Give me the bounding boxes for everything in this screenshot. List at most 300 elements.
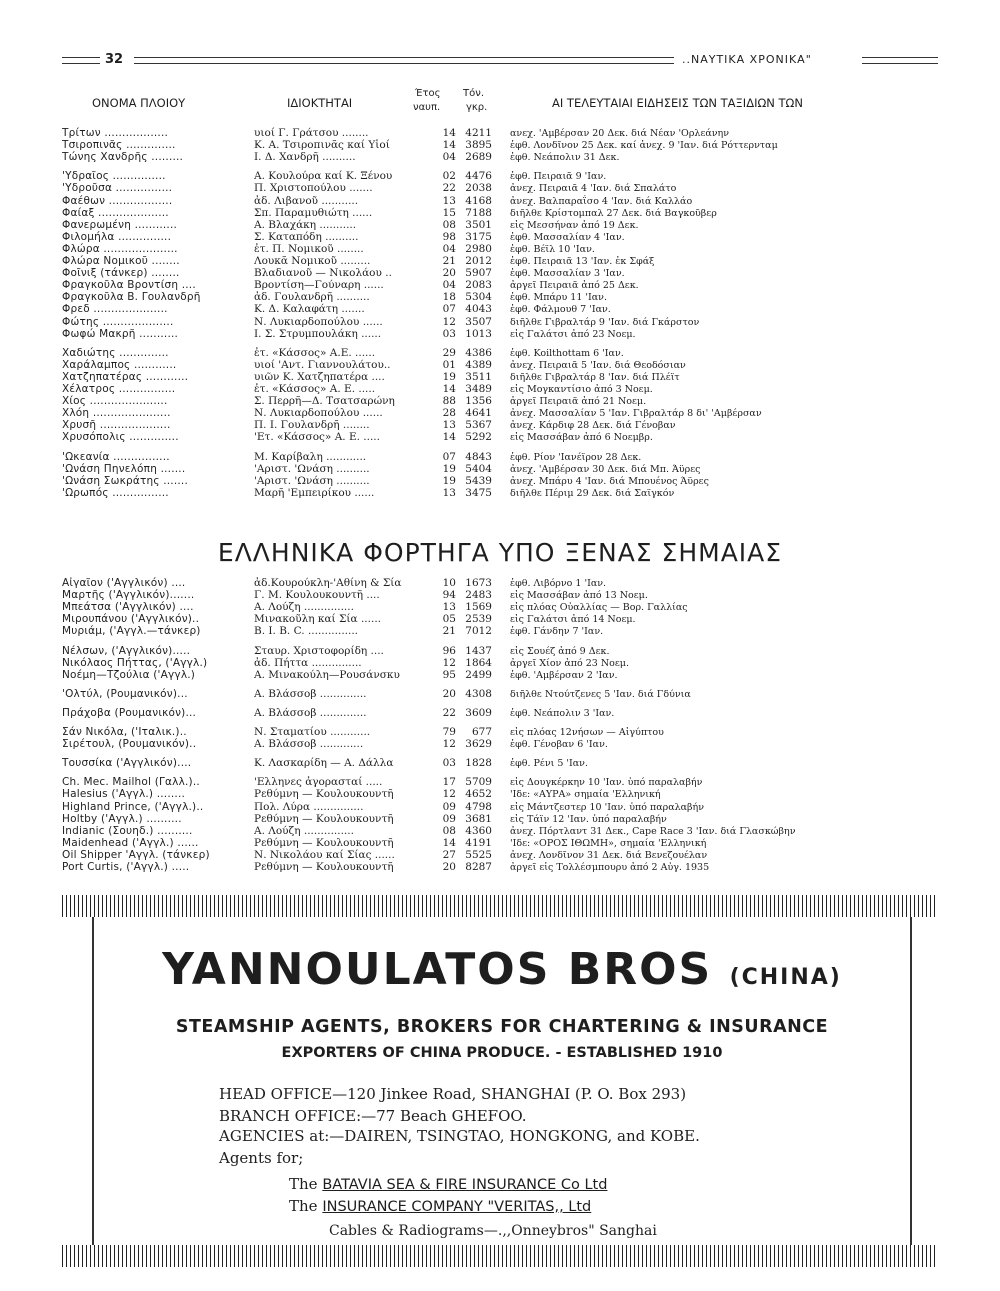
ship-name: Φανερωμένη ............ [62, 218, 178, 231]
ship-name: Μπεάτσα ('Αγγλικόν) .... [62, 601, 194, 614]
ship-name: Τσιροπινᾶς .............. [62, 139, 176, 152]
table-row [0, 267, 1000, 280]
voyage-news: ανεχ. 'Αμβέρσαν 20 Δεκ. διά Νέαν 'Ορλεάνην [510, 128, 730, 139]
table-row [0, 231, 1000, 244]
build-year: 04 [442, 242, 456, 255]
voyage-news: ἀργεῖ Πειραιᾶ ἀπό 25 Δεκ. [510, 280, 639, 292]
voyage-news: ἀργεῖ εἰς Τολλέσμπουρυ ἀπό 2 Αὐγ. 1935 [510, 862, 710, 873]
ship-name: Maidenhead ('Αγγλ.) ...... [62, 836, 199, 849]
build-year: 12 [442, 656, 456, 669]
owner-name: 'Αριστ. 'Ωνάση .......... [254, 462, 370, 475]
ad-agents-label: Agents for; [219, 1149, 304, 1167]
owner-name: Πολ. Λύρα ............... [254, 800, 364, 813]
ad-company-line [94, 945, 910, 1003]
build-year: 17 [442, 776, 456, 789]
ad-agent-2-prefix: The [289, 1197, 318, 1215]
ship-name: Φαέθων .................. [62, 194, 173, 207]
table-row [0, 207, 1000, 220]
table-row [0, 688, 1000, 701]
year-header: Έτος [415, 88, 441, 99]
ship-name: Σιρέτουλ, (Ρουμανικόν).. [62, 738, 197, 751]
voyage-news: διῆλθε Γιβραλτάρ 8 'Ιαν. διά Πλέϊτ [510, 371, 680, 383]
owner-name: ἐτ. «Κάσσος» Α. Ε. ..... [254, 383, 376, 395]
table-row [0, 813, 1000, 826]
owner-name: Ι. Δ. Χανδρῆ .......... [254, 151, 356, 164]
ad-agent-1-name: BATAVIA SEA & FIRE INSURANCE Co Ltd [322, 1177, 608, 1193]
build-year: 05 [442, 613, 456, 626]
owner-name: Β. Ι. Β. C. ............... [254, 625, 359, 638]
gross-tons: 2483 [465, 589, 492, 602]
gross-tons: 1828 [465, 757, 492, 770]
ship-name: 'Υδροῦσα ................ [62, 182, 173, 195]
voyage-news: ἐφθ. Μασσαλίαν 3 'Ιαν. [510, 268, 625, 280]
table-row [0, 487, 1000, 500]
owner-name: Α. Κουλούρα καί Κ. Ξένου [254, 170, 393, 183]
ship-name: Φώτης .................... [62, 315, 174, 328]
owner-name: ἀδ.Κουρούκλη-'Αθίνη & Σία [254, 577, 402, 589]
voyage-news: εἰς πλόας 12νήσων — Αἰγύπτου [510, 727, 664, 738]
owner-name: Π. Χριστοπούλου ....... [254, 182, 373, 195]
owner-name: Ρεθύμνη — Κουλουκουντῆ [254, 836, 394, 849]
build-year: 28 [442, 407, 456, 420]
table-row [0, 757, 1000, 770]
owner-name: Μαρῆ 'Εμπειρίκου ...... [254, 486, 375, 499]
ship-name: Φραγκοῦλα Βροντίση .... [62, 279, 196, 292]
build-year: 19 [442, 474, 456, 487]
gross-tons: 3629 [465, 738, 492, 751]
table-row [0, 170, 1000, 183]
owner-name: Α. Λούζη ............... [254, 824, 354, 837]
build-year: 08 [442, 824, 456, 837]
ship-name: Τώνης Χανδρῆς ......... [62, 151, 184, 164]
owner-name: Κ. Δ. Καλαφάτη ....... [254, 303, 365, 316]
owner-name: ἀδ. Γουλανδρῆ .......... [254, 291, 370, 304]
voyage-news: ἀνεχ. Κάρδιφ 28 Δεκ. διά Γένοβαν [510, 420, 676, 432]
gross-tons: 2038 [465, 182, 492, 195]
build-year: 08 [442, 218, 456, 231]
ship-name: Νικόλαος Πήττας, ('Αγγλ.) [62, 656, 208, 669]
gross-tons: 7188 [465, 206, 492, 219]
build-year: 13 [442, 194, 456, 207]
voyage-news: ἐφθ. Νεάπολιν 31 Δεκ. [510, 152, 620, 164]
owner-name: Α. Βλάσσοβ ............. [254, 738, 364, 751]
table-row [0, 195, 1000, 208]
voyage-news: εἰς πλόας Οὐαλλίας — Βορ. Γαλλίας [510, 602, 688, 614]
owner-name: ἐτ. «Κάσσος» Α.Ε. ...... [254, 346, 376, 359]
gross-tons: 1437 [465, 644, 492, 657]
gross-tons: 4211 [465, 127, 492, 139]
owner-name: υιοί 'Αντ. Γιαννουλάτου.. [254, 358, 391, 371]
voyage-news: ἀνεχ. Μπάρυ 4 'Ιαν. διά Μπουένος Άϋρες [510, 475, 709, 487]
build-year: 01 [442, 358, 456, 371]
voyage-news: εἰς Μάντζεστερ 10 'Ιαν. ὑπό παραλαβήν [510, 801, 705, 813]
year-header-sub: ναυπ. [413, 102, 441, 113]
build-year: 13 [442, 419, 456, 432]
journal-title: ..ΝΑΥΤΙΚΑ ΧΡΟΝΙΚΑ" [682, 53, 812, 66]
voyage-news: ἀργεῖ Χίον ἀπό 23 Νοεμ. [510, 657, 630, 669]
gross-tons: 4641 [465, 407, 492, 420]
table-row [0, 589, 1000, 602]
voyage-news: εἰς Μογκαντίσιο ἀπό 3 Νοεμ. [510, 384, 653, 395]
tons-header-sub: γκρ. [466, 102, 488, 113]
gross-tons: 2689 [465, 151, 492, 164]
gross-tons: 3507 [465, 315, 492, 328]
voyage-news: εἰς Γαλάτσι ἀπό 23 Νοεμ. [510, 328, 636, 340]
gross-tons: 3475 [465, 486, 492, 499]
owner-name: Α. Βλαχάκη ........... [254, 218, 357, 231]
ship-name: Χέλατρος ................ [62, 383, 176, 395]
ship-name: Μυριάμ, ('Αγγλ.—τάνκερ) [62, 625, 201, 638]
voyage-news: ἐφθ. Νεάπολιν 3 'Ιαν. [510, 707, 615, 719]
owner-name: Π. Ι. Γουλανδρῆ ........ [254, 419, 370, 432]
owner-name: Α. Βλάσσοβ .............. [254, 706, 367, 719]
voyage-news: ἀνεχ. 'Αμβέρσαν 30 Δεκ. διά Μπ. Άϋρες [510, 463, 701, 475]
ad-exporters-line: EXPORTERS OF CHINA PRODUCE. - ESTABLISHED 1910 [281, 1045, 723, 1061]
ship-name: Τουσσίκα ('Αγγλικόν).... [62, 757, 192, 770]
build-year: 04 [442, 279, 456, 292]
voyage-news: ἐφθ. Λιβόρνο 1 'Ιαν. [510, 578, 607, 589]
ad-cables: Cables & Radiograms—.,,Onneybros" Sanghai [329, 1223, 657, 1239]
gross-tons: 4389 [465, 358, 492, 371]
voyage-news: ἐφθ. Koilthottam 6 'Ιαν. [510, 347, 624, 359]
ship-name: Halesius ('Αγγλ.) ........ [62, 788, 186, 801]
ship-name: Πράχοβα (Ρουμανικόν)... [62, 706, 197, 719]
build-year: 27 [442, 848, 456, 861]
ship-name: 'Ωκεανία ................ [62, 450, 170, 463]
foreign-flag-banner: ΕΛΛΗΝΙΚΑ ΦΟΡΤΗΓΑ ΥΠΟ ΞΕΝΑΣ ΣΗΜΑΙΑΣ [217, 538, 783, 567]
voyage-news: 'Ιδε: «ΟΡΟΣ ΙΘΩΜΗ», σημαία 'Ελληνική [510, 837, 707, 849]
table-row [0, 407, 1000, 420]
header-rule [862, 57, 938, 64]
build-year: 13 [442, 486, 456, 499]
ship-name: Νοέμη—Τζούλια ('Αγγλ.) [62, 668, 196, 681]
owner-name: Λουκᾶ Νομικοῦ ......... [254, 255, 371, 267]
owner-name: υιῶν Κ. Χατζηπατέρα .... [254, 370, 385, 383]
table-row [0, 837, 1000, 850]
table-row [0, 801, 1000, 814]
ship-name: Φοῖνιξ (τάνκερ) ........ [62, 267, 180, 280]
table-row [0, 328, 1000, 341]
table-row [0, 738, 1000, 751]
table-row [0, 788, 1000, 801]
owner-name: Α. Μινακούλη—Ρουσάνσκυ [254, 668, 400, 681]
table-row [0, 371, 1000, 384]
owner-name: Ρεθύμνη — Κουλουκουντῆ [254, 861, 394, 873]
owner-name: Ν. Λυκιαρδοπούλου ...... [254, 407, 383, 420]
build-year: 95 [442, 668, 456, 681]
build-year: 88 [442, 395, 456, 408]
build-year: 03 [442, 327, 456, 340]
ship-name: Σάν Νικόλα, ('Ιταλικ.).. [62, 726, 187, 738]
ad-border-top [62, 895, 938, 917]
ship-name: Highland Prince, ('Αγγλ.).. [62, 800, 204, 813]
owner-name: υιοί Γ. Γράτσου ........ [254, 127, 369, 139]
ship-name: Χρυσόπολις .............. [62, 431, 179, 444]
ship-name: Ch. Mec. Mailhol (Γαλλ.).. [62, 776, 200, 789]
owner-name: ἀδ. Λιβανοῦ ........... [254, 194, 359, 207]
build-year: 22 [442, 182, 456, 195]
voyage-news: ἐφθ. Ρίον 'Ιανέϊρον 28 Δεκ. [510, 451, 642, 463]
ad-border-bottom [62, 1245, 938, 1267]
ship-name: Αἰγαῖον ('Αγγλικόν) .... [62, 577, 186, 589]
ship-name: Port Curtis, ('Αγγλ.) ..... [62, 861, 190, 873]
owner-name: Ν. Σταματίου ............ [254, 726, 371, 738]
table-row [0, 255, 1000, 268]
gross-tons: 5292 [465, 431, 492, 444]
voyage-news: ἐφθ. Ρένι 5 'Ιαν. [510, 758, 588, 770]
header-rule [134, 57, 674, 64]
gross-tons: 5709 [465, 776, 492, 789]
table-row [0, 625, 1000, 638]
voyage-news: ἐφθ. Λονδῖνον 25 Δεκ. καί ἀνεχ. 9 'Ιαν. διά Ρόττερνταμ [510, 140, 778, 152]
voyage-news: εἰς Γαλάτσι ἀπό 14 Νοεμ. [510, 614, 636, 626]
table-row [0, 669, 1000, 682]
yannoulatos-advertisement [62, 895, 938, 1270]
voyage-news: διῆλθε Κρίστομπαλ 27 Δεκ. διά Βαγκοῦβερ [510, 207, 717, 219]
ship-name: Χατζηπατέρας ............ [62, 370, 189, 383]
ship-name: Φραγκοῦλα Β. Γουλανδρῆ [62, 291, 201, 304]
table-row [0, 849, 1000, 862]
build-year: 12 [442, 788, 456, 801]
ship-name: Holtby ('Αγγλ.) .......... [62, 812, 182, 825]
gross-tons: 4360 [465, 824, 492, 837]
build-year: 15 [442, 206, 456, 219]
ship-name: Φλώρα ..................... [62, 242, 178, 255]
table-row [0, 243, 1000, 256]
header-rule [62, 57, 100, 64]
owner-name: Κ. Α. Τσιροπινᾶς καί Υἱοί [254, 139, 390, 152]
build-year: 20 [442, 687, 456, 700]
owner-name: Σπ. Παραμυθιώτη ...... [254, 206, 373, 219]
build-year: 29 [442, 346, 456, 359]
table-row [0, 451, 1000, 464]
build-year: 14 [442, 836, 456, 849]
table-row [0, 613, 1000, 626]
ship-name: 'Υδραῖος ............... [62, 170, 166, 183]
table-row [0, 825, 1000, 838]
owner-name: Γ. Μ. Κουλουκουντῆ .... [254, 589, 380, 602]
table-row [0, 395, 1000, 408]
ship-name: Φαίαξ .................... [62, 206, 169, 219]
owner-name: Σταυρ. Χριστοφορίδη .... [254, 644, 384, 657]
ship-name: Indianic (Σουηδ.) .......... [62, 824, 193, 837]
ad-services-line: STEAMSHIP AGENTS, BROKERS FOR CHARTERING & INSURANCE [175, 1017, 829, 1037]
page-header [62, 52, 938, 72]
gross-tons: 2012 [465, 255, 492, 267]
gross-tons: 2083 [465, 279, 492, 292]
gross-tons: 3895 [465, 139, 492, 152]
ad-head-office: HEAD OFFICE—120 Jinkee Road, SHANGHAI (P. O. Box 293) [219, 1085, 687, 1103]
owner-name: Κ. Λασκαρίδη — Α. Δάλλα [254, 757, 394, 770]
ad-agencies: AGENCIES at:—DAIREN, TSINGTAO, HONGKONG, and KOBE. [219, 1127, 700, 1145]
ad-company-name: YANNOULATOS BROS [162, 944, 713, 995]
build-year: 19 [442, 462, 456, 475]
owner-name: Μ. Καρίβαλη ............ [254, 450, 367, 463]
table-row [0, 279, 1000, 292]
table-row [0, 182, 1000, 195]
build-year: 96 [442, 644, 456, 657]
gross-tons: 5439 [465, 474, 492, 487]
voyage-news: ἐφθ. Πειραιᾶ 9 'Ιαν. [510, 171, 607, 183]
owner-name: Ν. Λυκιαρδοπούλου ...... [254, 315, 383, 328]
voyage-news: ἀνεχ. Πειραιᾶ 4 'Ιαν. διά Σπαλάτο [510, 183, 677, 195]
ad-agent-2-name: INSURANCE COMPANY "VERITAS,, Ltd [322, 1199, 592, 1215]
ship-name: Τρίτων .................. [62, 127, 169, 139]
gross-tons: 677 [471, 726, 492, 738]
voyage-news: ἀνεχ. Λονδῖνον 31 Δεκ. διά Βενεζουέλαν [510, 849, 708, 861]
voyage-news: εἰς Σουέζ ἀπό 9 Δεκ. [510, 645, 610, 657]
voyage-news: ἀργεῖ Πειραιᾶ ἀπό 21 Νοεμ. [510, 396, 647, 408]
owner-name: Βροντίση—Γούναρη ...... [254, 279, 384, 292]
gross-tons: 4652 [465, 788, 492, 801]
voyage-news: 'Ιδε: «ΑΥΡΑ» σημαία 'Ελληνική [510, 789, 661, 801]
ship-name: Χαδιώτης .............. [62, 346, 169, 359]
ship-name: Φλώρα Νομικοῦ ........ [62, 255, 180, 267]
gross-tons: 5367 [465, 419, 492, 432]
build-year: 07 [442, 303, 456, 316]
gross-tons: 7012 [465, 625, 492, 638]
build-year: 10 [442, 577, 456, 589]
table-row [0, 475, 1000, 488]
gross-tons: 1013 [465, 327, 492, 340]
gross-tons: 4476 [465, 170, 492, 183]
table-row [0, 383, 1000, 396]
build-year: 12 [442, 315, 456, 328]
gross-tons: 5907 [465, 267, 492, 280]
ship-name: Φιλομήλα ............... [62, 230, 172, 243]
gross-tons: 2539 [465, 613, 492, 626]
gross-tons: 1864 [465, 656, 492, 669]
ship-name: Φωφώ Μακρῆ ........... [62, 327, 179, 340]
table-row [0, 347, 1000, 360]
gross-tons: 1673 [465, 577, 492, 589]
build-year: 22 [442, 706, 456, 719]
ship-name: 'Ωνάση Σωκράτης ....... [62, 474, 188, 487]
build-year: 20 [442, 267, 456, 280]
voyage-news: ἀνεχ. Βαλπαραΐσο 4 'Ιαν. διά Καλλάο [510, 195, 693, 207]
gross-tons: 3681 [465, 812, 492, 825]
voyage-news: ἐφθ. Γάνδην 7 'Ιαν. [510, 626, 604, 638]
gross-tons: 5304 [465, 291, 492, 304]
build-year: 21 [442, 255, 456, 267]
gross-tons: 4843 [465, 450, 492, 463]
build-year: 14 [442, 431, 456, 444]
owner-name: Ρεθύμνη — Κουλουκουντῆ [254, 812, 394, 825]
ship-name: Oil Shipper 'Αγγλ. (τάνκερ) [62, 848, 210, 861]
ship-name: Χλόη ...................... [62, 407, 171, 420]
ship-name: Μαρτῆς ('Αγγλικόν)....... [62, 589, 195, 602]
gross-tons: 4168 [465, 194, 492, 207]
build-year: 03 [442, 757, 456, 770]
ship-name: Φρεδ ..................... [62, 303, 168, 316]
table-row [0, 139, 1000, 152]
voyage-news: διῆλθε Ντούτζενες 5 'Ιαν. διά Γδύνια [510, 688, 691, 700]
owner-name: Βλαδιανοῦ — Νικολάου .. [254, 267, 392, 280]
table-row [0, 127, 1000, 140]
ad-branch-office: BRANCH OFFICE:—77 Beach GHEFOO. [219, 1107, 527, 1125]
build-year: 18 [442, 291, 456, 304]
gross-tons: 3489 [465, 383, 492, 395]
table-row [0, 645, 1000, 658]
ad-agent-2 [289, 1197, 591, 1215]
build-year: 14 [442, 139, 456, 152]
table-row [0, 151, 1000, 164]
owner-name: Ι. Σ. Στρυμπουλάκη ...... [254, 327, 382, 340]
news-header: ΑΙ ΤΕΛΕΥΤΑΙΑΙ ΕΙΔΗΣΕΙΣ ΤΩΝ ΤΑΞΙΔΙΩΝ ΤΩΝ [552, 96, 803, 110]
voyage-news: ἀνεχ. Πειραιᾶ 5 'Ιαν. διά Θεοδόσιαν [510, 359, 686, 371]
table-row [0, 316, 1000, 329]
ship-name: 'Ωρωπός ................ [62, 486, 169, 499]
build-year: 94 [442, 589, 456, 602]
gross-tons: 1569 [465, 601, 492, 614]
table-row [0, 776, 1000, 789]
voyage-news: ἐφθ. Πειραιᾶ 13 'Ιαν. ἐκ Σφάξ [510, 256, 655, 267]
owner-name: Σ. Περρῆ—Δ. Τσατσαρώνη [254, 395, 395, 408]
voyage-news: ἐφθ. Βέϊλ 10 'Ιαν. [510, 243, 595, 255]
voyage-news: ἐφθ. Μασσαλίαν 4 'Ιαν. [510, 231, 625, 243]
ship-name: Χίος ...................... [62, 395, 168, 408]
voyage-news: διῆλθε Γιβραλτάρ 9 'Ιαν. διά Γκάρστον [510, 316, 700, 328]
build-year: 21 [442, 625, 456, 638]
ship-name-header: ΟΝΟΜΑ ΠΛΟΙΟΥ [92, 96, 186, 110]
build-year: 02 [442, 170, 456, 183]
gross-tons: 3501 [465, 218, 492, 231]
gross-tons: 1356 [465, 395, 492, 408]
ship-name: Χαράλαμπος ............ [62, 358, 177, 371]
page-number: 32 [105, 52, 124, 67]
table-row [0, 707, 1000, 720]
voyage-news: εἰς Μεσσήναν ἀπό 19 Δεκ. [510, 219, 639, 231]
ship-name: 'Ωνάση Πηνελόπη ....... [62, 462, 186, 475]
owner-name: Σ. Καταπόδη .......... [254, 230, 359, 243]
build-year: 04 [442, 151, 456, 164]
gross-tons: 2499 [465, 668, 492, 681]
gross-tons: 4798 [465, 800, 492, 813]
voyage-news: ἀνεχ. Πόρτλαντ 31 Δεκ., Cape Race 3 'Ιαν. διά Γλασκώβην [510, 825, 796, 837]
owner-header: ΙΔΙΟΚΤΗΤΑΙ [287, 96, 353, 110]
table-row [0, 861, 1000, 874]
voyage-news: ἐφθ. 'Αμβέρσαν 2 'Ιαν. [510, 669, 618, 681]
voyage-news: διῆλθε Πέριμ 29 Δεκ. διά Σαϊγκόν [510, 487, 675, 499]
voyage-news: εἰς Δουγκέρκην 10 'Ιαν. ὑπό παραλαβήν [510, 777, 703, 789]
owner-name: Α. Λούζη ............... [254, 601, 354, 614]
gross-tons: 4043 [465, 303, 492, 316]
owner-name: ἀδ. Πήττα ............... [254, 656, 362, 669]
table-row [0, 359, 1000, 372]
table-row [0, 463, 1000, 476]
owner-name: ἐτ. Π. Νομικοῦ ........ [254, 242, 364, 255]
ship-name: 'Ολτύλ, (Ρουμανικόν)... [62, 687, 188, 700]
gross-tons: 3511 [465, 370, 492, 383]
owner-name: 'Ελληνες ἀγορασταί ..... [254, 776, 383, 789]
table-row [0, 219, 1000, 232]
ship-name: Νέλσων, ('Αγγλικόν)..... [62, 644, 191, 657]
gross-tons: 2980 [465, 242, 492, 255]
ship-name: Χρυσῆ .................... [62, 419, 171, 432]
table-row [0, 726, 1000, 739]
table-row [0, 601, 1000, 614]
owner-name: 'Αριστ. 'Ωνάση .......... [254, 474, 370, 487]
owner-name: Α. Βλάσσοβ .............. [254, 687, 367, 700]
ad-agent-1-prefix: The [289, 1175, 318, 1193]
ad-agent-1 [289, 1175, 607, 1193]
ad-company-suffix: (CHINA) [729, 965, 842, 990]
build-year: 14 [442, 127, 456, 139]
voyage-news: εἰς Μασσάβαν ἀπό 6 Νοεμβρ. [510, 432, 653, 444]
table-row [0, 303, 1000, 316]
build-year: 19 [442, 370, 456, 383]
gross-tons: 8287 [465, 861, 492, 873]
